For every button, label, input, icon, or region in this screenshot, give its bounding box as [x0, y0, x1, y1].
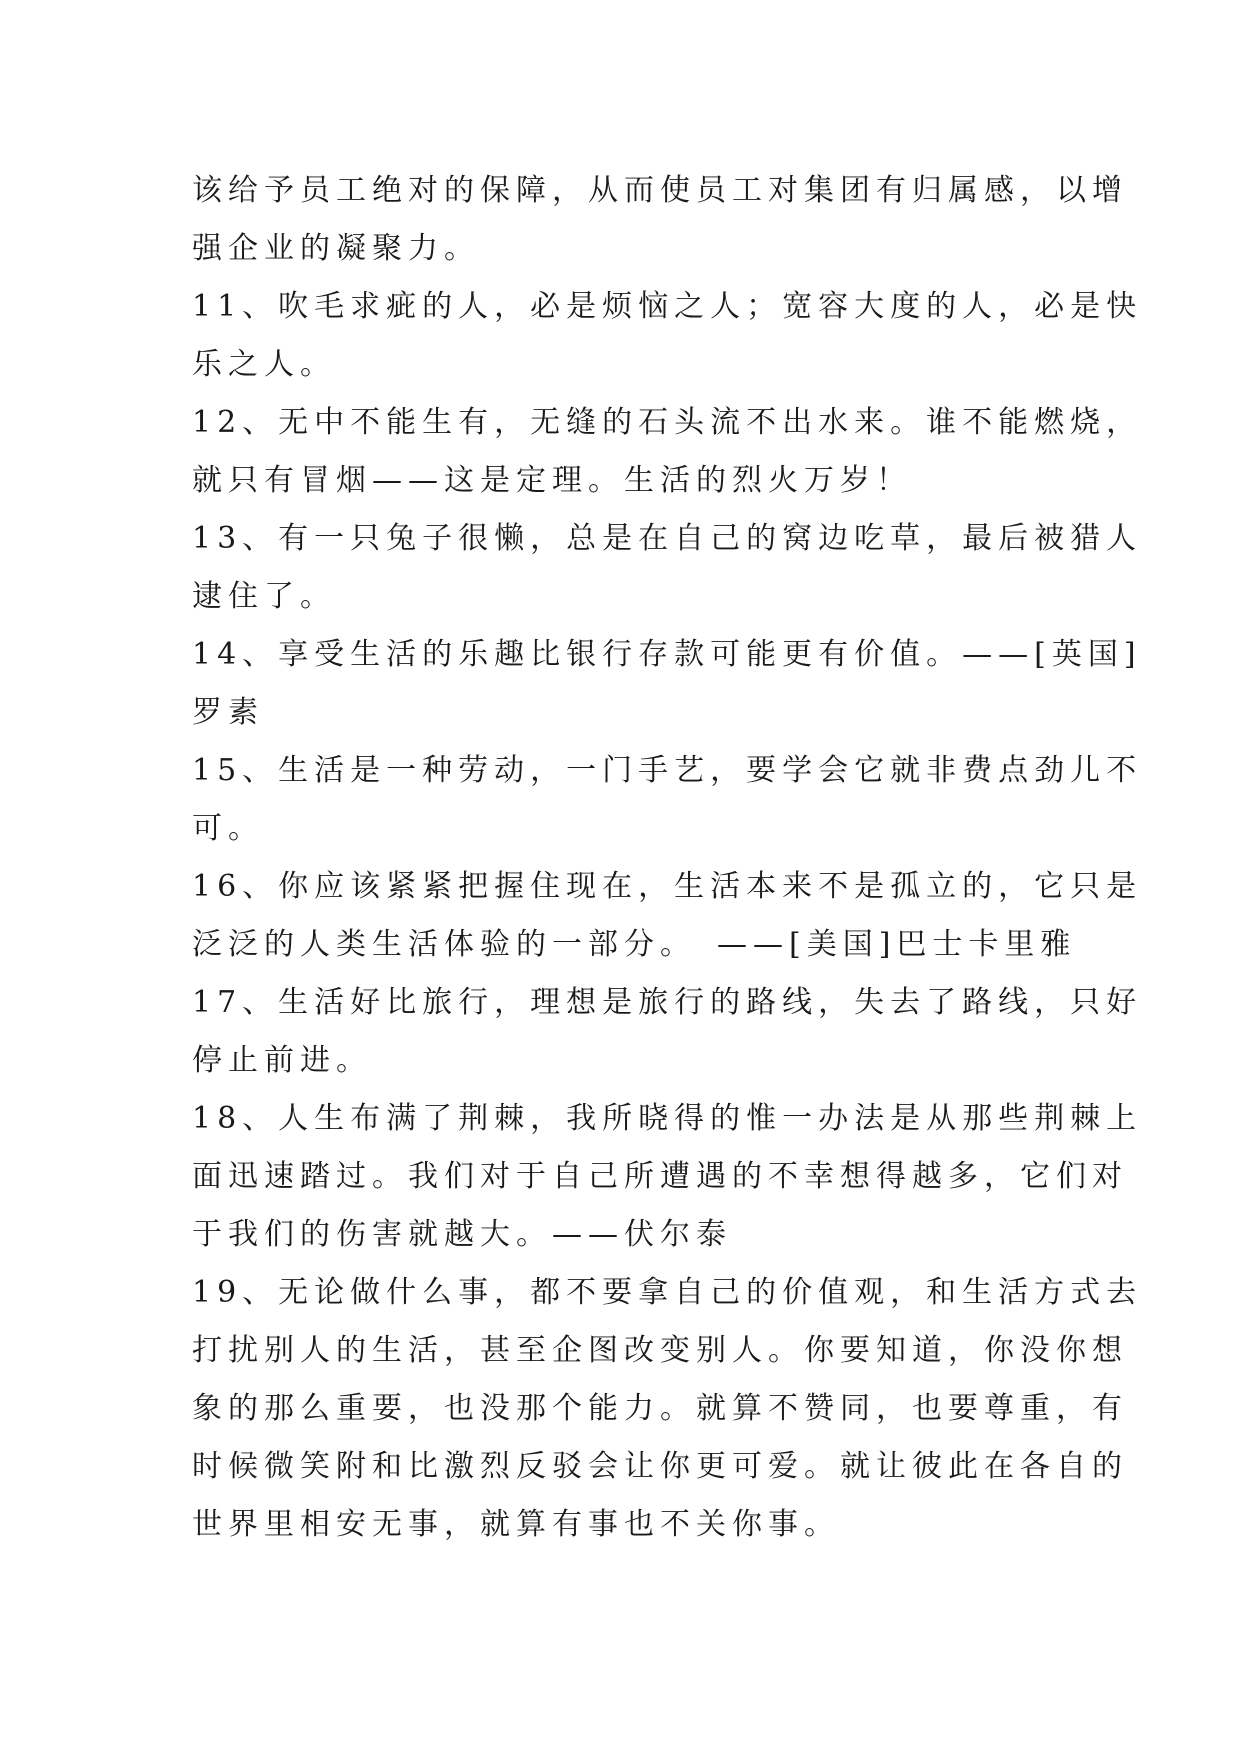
text-line: 逮住了。 — [192, 579, 336, 614]
text-line: 时候微笑附和比激烈反驳会让你更可爱。就让彼此在各自的 — [192, 1449, 1128, 1484]
text-line: 19、无论做什么事，都不要拿自己的价值观，和生活方式去 — [192, 1275, 1143, 1310]
text-line: 13、有一只兔子很懒，总是在自己的窝边吃草，最后被猎人 — [192, 521, 1143, 556]
text-line: 12、无中不能生有，无缝的石头流不出水来。谁不能燃烧， — [192, 405, 1143, 440]
text-line: 打扰别人的生活，甚至企图改变别人。你要知道，你没你想 — [192, 1333, 1128, 1368]
text-line: 可。 — [192, 811, 264, 846]
text-line: 11、吹毛求疵的人，必是烦恼之人；宽容大度的人，必是快 — [192, 289, 1143, 324]
text-line: 强企业的凝聚力。 — [192, 231, 480, 266]
text-line: 14、享受生活的乐趣比银行存款可能更有价值。——[英国] — [192, 637, 1142, 672]
text-line: 罗素 — [192, 695, 264, 730]
text-line: 于我们的伤害就越大。——伏尔泰 — [192, 1217, 732, 1252]
text-line: 18、人生布满了荆棘，我所晓得的惟一办法是从那些荆棘上 — [192, 1101, 1143, 1136]
text-line: 17、生活好比旅行，理想是旅行的路线，失去了路线，只好 — [192, 985, 1143, 1020]
text-line: 面迅速踏过。我们对于自己所遭遇的不幸想得越多，它们对 — [192, 1159, 1128, 1194]
text-line: 15、生活是一种劳动，一门手艺，要学会它就非费点劲儿不 — [192, 753, 1143, 788]
text-line: 停止前进。 — [192, 1043, 372, 1078]
text-line: 该给予员工绝对的保障，从而使员工对集团有归属感，以增 — [192, 173, 1128, 208]
text-line: 就只有冒烟——这是定理。生活的烈火万岁！ — [192, 463, 912, 498]
text-line: 世界里相安无事，就算有事也不关你事。 — [192, 1507, 840, 1542]
text-line: 象的那么重要，也没那个能力。就算不赞同，也要尊重，有 — [192, 1391, 1128, 1426]
body-text — [192, 162, 1143, 1554]
text-line: 乐之人。 — [192, 347, 336, 382]
text-line: 16、你应该紧紧把握住现在，生活本来不是孤立的，它只是 — [192, 869, 1143, 904]
text-line: 泛泛的人类生活体验的一部分。 ——[美国]巴士卡里雅 — [192, 927, 1077, 962]
